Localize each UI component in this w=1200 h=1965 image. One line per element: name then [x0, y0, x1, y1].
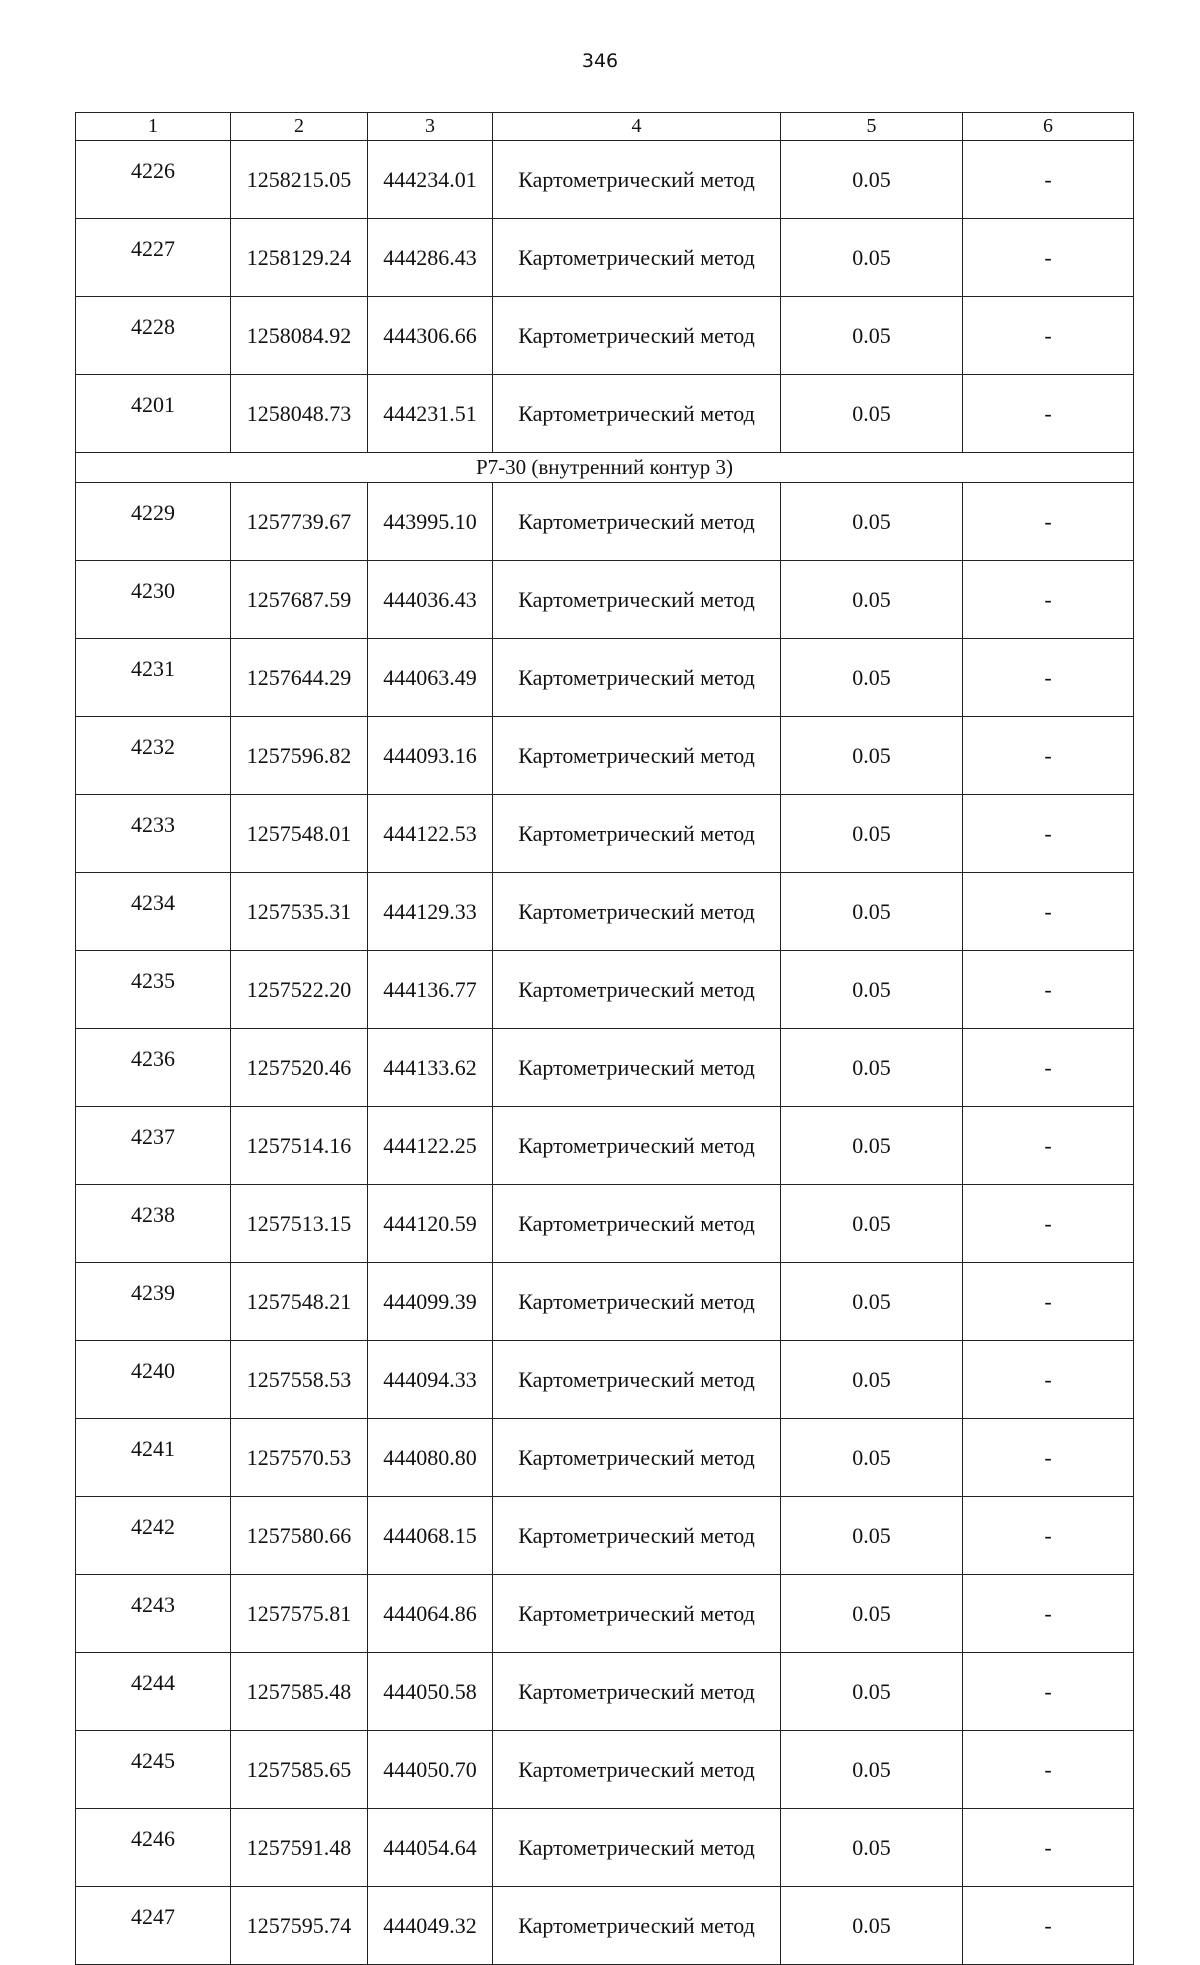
table-row [76, 219, 1134, 297]
method-cell: Картометрический метод [493, 1731, 781, 1809]
y-coordinate-cell: 444049.32 [368, 1887, 493, 1965]
point-number-cell: 4234 [76, 873, 231, 951]
x-coordinate-cell: 1257596.82 [231, 717, 368, 795]
y-coordinate-cell: 444063.49 [368, 639, 493, 717]
y-coordinate-cell: 444094.33 [368, 1341, 493, 1419]
description-cell: - [963, 1653, 1134, 1731]
x-coordinate-cell: 1258084.92 [231, 297, 368, 375]
y-coordinate-cell: 444068.15 [368, 1497, 493, 1575]
x-coordinate-cell: 1257580.66 [231, 1497, 368, 1575]
y-coordinate-cell: 444136.77 [368, 951, 493, 1029]
point-number-cell: 4239 [76, 1263, 231, 1341]
method-cell: Картометрический метод [493, 141, 781, 219]
x-coordinate-cell: 1257535.31 [231, 873, 368, 951]
x-coordinate-cell: 1257644.29 [231, 639, 368, 717]
table-row [76, 873, 1134, 951]
point-number-cell: 4241 [76, 1419, 231, 1497]
x-coordinate-cell: 1258129.24 [231, 219, 368, 297]
description-cell: - [963, 1419, 1134, 1497]
x-coordinate-cell: 1258048.73 [231, 375, 368, 453]
method-cell: Картометрический метод [493, 375, 781, 453]
y-coordinate-cell: 444120.59 [368, 1185, 493, 1263]
method-cell: Картометрический метод [493, 717, 781, 795]
description-cell: - [963, 141, 1134, 219]
accuracy-cell: 0.05 [781, 1107, 963, 1185]
description-cell: - [963, 717, 1134, 795]
y-coordinate-cell: 444122.25 [368, 1107, 493, 1185]
description-cell: - [963, 1731, 1134, 1809]
coordinates-table [75, 112, 1134, 1965]
table-row [76, 1887, 1134, 1965]
method-cell: Картометрический метод [493, 951, 781, 1029]
y-coordinate-cell: 443995.10 [368, 483, 493, 561]
point-number-cell: 4230 [76, 561, 231, 639]
description-cell: - [963, 483, 1134, 561]
y-coordinate-cell: 444129.33 [368, 873, 493, 951]
accuracy-cell: 0.05 [781, 1263, 963, 1341]
method-cell: Картометрический метод [493, 1809, 781, 1887]
point-number-cell: 4231 [76, 639, 231, 717]
description-cell: - [963, 1575, 1134, 1653]
y-coordinate-cell: 444093.16 [368, 717, 493, 795]
point-number-cell: 4236 [76, 1029, 231, 1107]
description-cell: - [963, 1263, 1134, 1341]
table-row [76, 951, 1134, 1029]
header-row [76, 113, 1134, 141]
method-cell: Картометрический метод [493, 483, 781, 561]
description-cell: - [963, 375, 1134, 453]
point-number-cell: 4228 [76, 297, 231, 375]
method-cell: Картометрический метод [493, 1887, 781, 1965]
description-cell: - [963, 951, 1134, 1029]
point-number-cell: 4244 [76, 1653, 231, 1731]
accuracy-cell: 0.05 [781, 141, 963, 219]
x-coordinate-cell: 1257520.46 [231, 1029, 368, 1107]
section-row [76, 453, 1134, 483]
description-cell: - [963, 1497, 1134, 1575]
description-cell: - [963, 1185, 1134, 1263]
description-cell: - [963, 1887, 1134, 1965]
table-row [76, 795, 1134, 873]
method-cell: Картометрический метод [493, 639, 781, 717]
accuracy-cell: 0.05 [781, 1341, 963, 1419]
accuracy-cell: 0.05 [781, 483, 963, 561]
column-header: 2 [231, 113, 368, 141]
method-cell: Картометрический метод [493, 1575, 781, 1653]
x-coordinate-cell: 1257514.16 [231, 1107, 368, 1185]
y-coordinate-cell: 444234.01 [368, 141, 493, 219]
method-cell: Картометрический метод [493, 873, 781, 951]
x-coordinate-cell: 1257739.67 [231, 483, 368, 561]
description-cell: - [963, 297, 1134, 375]
point-number-cell: 4233 [76, 795, 231, 873]
table-body [76, 141, 1134, 1965]
accuracy-cell: 0.05 [781, 1029, 963, 1107]
method-cell: Картометрический метод [493, 297, 781, 375]
table-row [76, 1575, 1134, 1653]
page-number: 346 [581, 50, 619, 72]
x-coordinate-cell: 1257575.81 [231, 1575, 368, 1653]
table-row [76, 1029, 1134, 1107]
column-header: 3 [368, 113, 493, 141]
method-cell: Картометрический метод [493, 1497, 781, 1575]
point-number-cell: 4227 [76, 219, 231, 297]
table-row [76, 717, 1134, 795]
accuracy-cell: 0.05 [781, 219, 963, 297]
x-coordinate-cell: 1257585.48 [231, 1653, 368, 1731]
column-header: 1 [76, 113, 231, 141]
point-number-cell: 4235 [76, 951, 231, 1029]
point-number-cell: 4240 [76, 1341, 231, 1419]
table-row [76, 141, 1134, 219]
description-cell: - [963, 873, 1134, 951]
point-number-cell: 4201 [76, 375, 231, 453]
table-row [76, 1263, 1134, 1341]
x-coordinate-cell: 1257595.74 [231, 1887, 368, 1965]
accuracy-cell: 0.05 [781, 873, 963, 951]
column-header: 6 [963, 113, 1134, 141]
method-cell: Картометрический метод [493, 1341, 781, 1419]
accuracy-cell: 0.05 [781, 717, 963, 795]
table-row [76, 1419, 1134, 1497]
x-coordinate-cell: 1257585.65 [231, 1731, 368, 1809]
description-cell: - [963, 1341, 1134, 1419]
accuracy-cell: 0.05 [781, 1497, 963, 1575]
y-coordinate-cell: 444080.80 [368, 1419, 493, 1497]
accuracy-cell: 0.05 [781, 1575, 963, 1653]
column-header: 5 [781, 113, 963, 141]
y-coordinate-cell: 444099.39 [368, 1263, 493, 1341]
description-cell: - [963, 561, 1134, 639]
accuracy-cell: 0.05 [781, 1731, 963, 1809]
description-cell: - [963, 1107, 1134, 1185]
x-coordinate-cell: 1258215.05 [231, 141, 368, 219]
point-number-cell: 4245 [76, 1731, 231, 1809]
table-row [76, 1653, 1134, 1731]
point-number-cell: 4243 [76, 1575, 231, 1653]
x-coordinate-cell: 1257591.48 [231, 1809, 368, 1887]
point-number-cell: 4238 [76, 1185, 231, 1263]
point-number-cell: 4246 [76, 1809, 231, 1887]
accuracy-cell: 0.05 [781, 795, 963, 873]
x-coordinate-cell: 1257570.53 [231, 1419, 368, 1497]
accuracy-cell: 0.05 [781, 1419, 963, 1497]
y-coordinate-cell: 444122.53 [368, 795, 493, 873]
description-cell: - [963, 795, 1134, 873]
table-row [76, 375, 1134, 453]
table-row [76, 1107, 1134, 1185]
accuracy-cell: 0.05 [781, 1809, 963, 1887]
accuracy-cell: 0.05 [781, 1653, 963, 1731]
y-coordinate-cell: 444050.58 [368, 1653, 493, 1731]
point-number-cell: 4237 [76, 1107, 231, 1185]
table-row [76, 1341, 1134, 1419]
description-cell: - [963, 639, 1134, 717]
table-row [76, 1185, 1134, 1263]
method-cell: Картометрический метод [493, 1185, 781, 1263]
description-cell: - [963, 219, 1134, 297]
method-cell: Картометрический метод [493, 795, 781, 873]
accuracy-cell: 0.05 [781, 1887, 963, 1965]
method-cell: Картометрический метод [493, 1653, 781, 1731]
method-cell: Картометрический метод [493, 1263, 781, 1341]
method-cell: Картометрический метод [493, 1029, 781, 1107]
x-coordinate-cell: 1257548.01 [231, 795, 368, 873]
method-cell: Картометрический метод [493, 219, 781, 297]
table-row [76, 1809, 1134, 1887]
y-coordinate-cell: 444064.86 [368, 1575, 493, 1653]
accuracy-cell: 0.05 [781, 951, 963, 1029]
table-row [76, 1497, 1134, 1575]
description-cell: - [963, 1809, 1134, 1887]
accuracy-cell: 0.05 [781, 297, 963, 375]
point-number-cell: 4247 [76, 1887, 231, 1965]
y-coordinate-cell: 444054.64 [368, 1809, 493, 1887]
y-coordinate-cell: 444231.51 [368, 375, 493, 453]
x-coordinate-cell: 1257522.20 [231, 951, 368, 1029]
y-coordinate-cell: 444133.62 [368, 1029, 493, 1107]
y-coordinate-cell: 444306.66 [368, 297, 493, 375]
method-cell: Картометрический метод [493, 1107, 781, 1185]
point-number-cell: 4242 [76, 1497, 231, 1575]
column-header: 4 [493, 113, 781, 141]
accuracy-cell: 0.05 [781, 1185, 963, 1263]
x-coordinate-cell: 1257513.15 [231, 1185, 368, 1263]
point-number-cell: 4226 [76, 141, 231, 219]
table-row [76, 483, 1134, 561]
x-coordinate-cell: 1257548.21 [231, 1263, 368, 1341]
section-title: Р7-30 (внутренний контур 3) [76, 453, 1134, 483]
accuracy-cell: 0.05 [781, 375, 963, 453]
accuracy-cell: 0.05 [781, 561, 963, 639]
table-row [76, 1731, 1134, 1809]
x-coordinate-cell: 1257687.59 [231, 561, 368, 639]
method-cell: Картометрический метод [493, 1419, 781, 1497]
method-cell: Картометрический метод [493, 561, 781, 639]
description-cell: - [963, 1029, 1134, 1107]
table-row [76, 639, 1134, 717]
table-row [76, 561, 1134, 639]
y-coordinate-cell: 444050.70 [368, 1731, 493, 1809]
point-number-cell: 4229 [76, 483, 231, 561]
point-number-cell: 4232 [76, 717, 231, 795]
y-coordinate-cell: 444036.43 [368, 561, 493, 639]
y-coordinate-cell: 444286.43 [368, 219, 493, 297]
accuracy-cell: 0.05 [781, 639, 963, 717]
x-coordinate-cell: 1257558.53 [231, 1341, 368, 1419]
table-row [76, 297, 1134, 375]
